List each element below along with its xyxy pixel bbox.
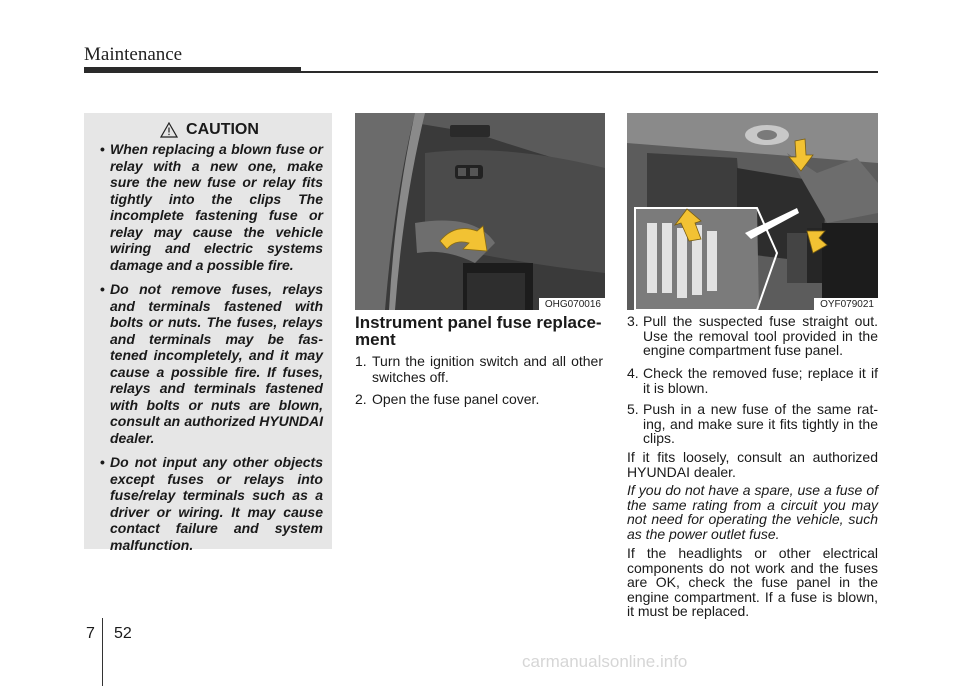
- caution-header: [96, 121, 323, 139]
- loose-fuse-paragraph: If it fits loosely, consult an authorized HYUNDAI dealer.: [627, 449, 878, 480]
- caution-title: CAUTION: [186, 121, 259, 138]
- page-section-title: Maintenance: [84, 44, 183, 65]
- header-rule: [301, 71, 878, 73]
- headlights-paragraph: If the headlights or other electrical components do not work and the fuses are OK, check the fuse panel in the engine compartment. If a fuse is blown, it must be replaced.: [627, 545, 878, 619]
- instruction-step: 5. Push in a new fuse of the same rat- ing, and make sure it fits tightly in the clips.: [627, 401, 878, 446]
- instruction-step: 4. Check the removed fuse; replace it if it is blown.: [627, 365, 878, 396]
- header-accent-bar: [84, 67, 301, 73]
- caution-item: • Do not input any other objects except fuses or relays into fuse/relay terminals such as a driver or wiring. It may cause contact failure and system malfunction.: [100, 454, 323, 553]
- instruction-step: 1. Turn the ignition switch and all other switches off.: [355, 353, 603, 385]
- engine-compartment-photo: [627, 113, 878, 310]
- spare-fuse-note: If you do not have a spare, use a fuse of the same rating from a circuit you may not need for operating the vehicle, such as the power outlet fuse.: [627, 482, 878, 542]
- caution-item: • Do not remove fuses, relays and terminals fastened with bolts or nuts. The fuses, relays and terminals may be fas- tened incompletely, and it may cause a possible fire. If fuses, relays and terminals fastened with bolts or nuts are blown, consult an authorized HYUNDAI dealer.: [100, 281, 323, 446]
- watermark: carmanualsonline.info: [522, 652, 688, 671]
- photo-code: OHG070016: [539, 298, 605, 310]
- caution-box: [84, 113, 332, 553]
- instrument-fuse-heading: Instrument panel fuse replace- ment: [355, 313, 602, 349]
- page-number: 52: [114, 625, 132, 642]
- warning-triangle-icon: [160, 122, 178, 138]
- caution-item: • When replacing a blown fuse or relay with a new one, make sure the new fuse or relay fits tightly into the clips The incomplete fastening fuse or relay may cause the vehicle wiring and electric systems damage and a possible fire.: [100, 141, 323, 273]
- instruction-step: 3. Pull the suspected fuse straight out. Use the removal tool provided in the engine compartment fuse panel.: [627, 313, 878, 358]
- instrument-panel-photo: [355, 113, 605, 310]
- instruction-step: 2. Open the fuse panel cover.: [355, 391, 540, 407]
- footer-divider: [102, 618, 103, 686]
- section-number: 7: [86, 625, 95, 642]
- photo-code: OYF079021: [814, 298, 878, 310]
